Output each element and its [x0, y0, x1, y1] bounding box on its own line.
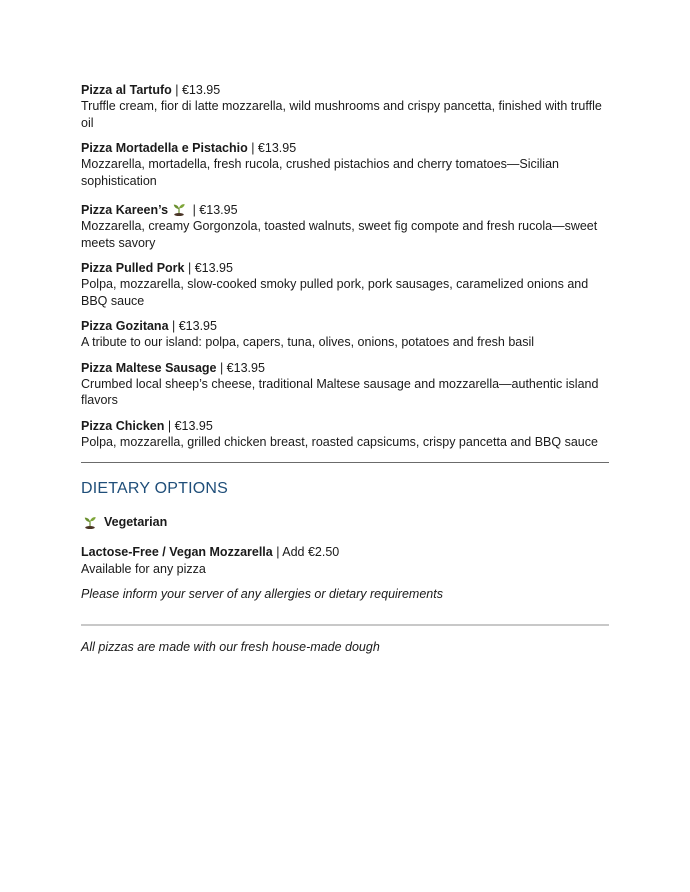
vegetarian-label: Vegetarian	[104, 515, 168, 529]
option-name: Lactose-Free / Vegan Mozzarella	[81, 545, 273, 559]
item-name: Pizza Chicken	[81, 418, 165, 433]
menu-page	[81, 82, 609, 654]
option-price: | Add €2.50	[272, 545, 340, 559]
dough-note: All pizzas are made with our fresh house-made dough	[81, 640, 380, 654]
sprout-icon	[172, 202, 186, 216]
item-price: | €13.95	[171, 83, 221, 97]
menu-item	[81, 140, 609, 189]
item-description: Polpa, mozzarella, slow-cooked smoky pulled pork, pork sausages, caramelized onions and BBQ sauce	[81, 277, 589, 308]
menu-item	[81, 82, 609, 131]
menu-item	[81, 318, 609, 351]
sprout-icon	[83, 515, 97, 529]
item-name: Pizza Maltese Sausage	[81, 360, 217, 375]
item-price: | €13.95	[164, 418, 213, 433]
item-name: Pizza Kareen’s	[81, 203, 169, 217]
lactose-free-option	[81, 544, 609, 577]
item-description: Mozzarella, creamy Gorgonzola, toasted walnuts, sweet fig compote and fresh rucola—sweet meets savory	[81, 219, 598, 250]
dietary-section-title: DIETARY OPTIONS	[81, 480, 229, 497]
item-price: | €13.95	[247, 141, 297, 155]
footer-divider	[81, 624, 609, 626]
item-name: Pizza Gozitana	[81, 319, 169, 333]
menu-item	[81, 418, 609, 451]
section-divider	[81, 462, 609, 463]
item-description: Crumbed local sheep’s cheese, traditional Maltese sausage and mozzarella—authentic island flavors	[81, 376, 599, 407]
item-description: Truffle cream, fior di latte mozzarella, wild mushrooms and crispy pancetta, finished with truffle oil	[81, 99, 602, 130]
menu-item	[81, 202, 609, 251]
menu-item	[81, 260, 609, 309]
item-name: Pizza Mortadella e Pistachio	[81, 141, 248, 155]
item-name: Pizza Pulled Pork	[81, 261, 185, 275]
item-description: A tribute to our island: polpa, capers, tuna, olives, onions, potatoes and fresh basil	[81, 335, 535, 349]
item-name: Pizza al Tartufo	[81, 83, 172, 97]
item-price: | €13.95	[184, 261, 233, 275]
item-description: Mozzarella, mortadella, fresh rucola, crushed pistachios and cherry tomatoes—Sicilian sophistication	[81, 157, 559, 188]
menu-item	[81, 360, 609, 409]
item-price: | €13.95	[216, 360, 265, 375]
allergy-note: Please inform your server of any allergies or dietary requirements	[81, 587, 443, 601]
vegetarian-legend	[81, 515, 609, 529]
item-price: | €13.95	[168, 319, 217, 333]
item-description: Polpa, mozzarella, grilled chicken breast, roasted capsicums, crispy pancetta and BBQ sauce	[81, 434, 598, 449]
item-price: | €13.95	[189, 203, 238, 217]
option-description: Available for any pizza	[81, 561, 206, 576]
